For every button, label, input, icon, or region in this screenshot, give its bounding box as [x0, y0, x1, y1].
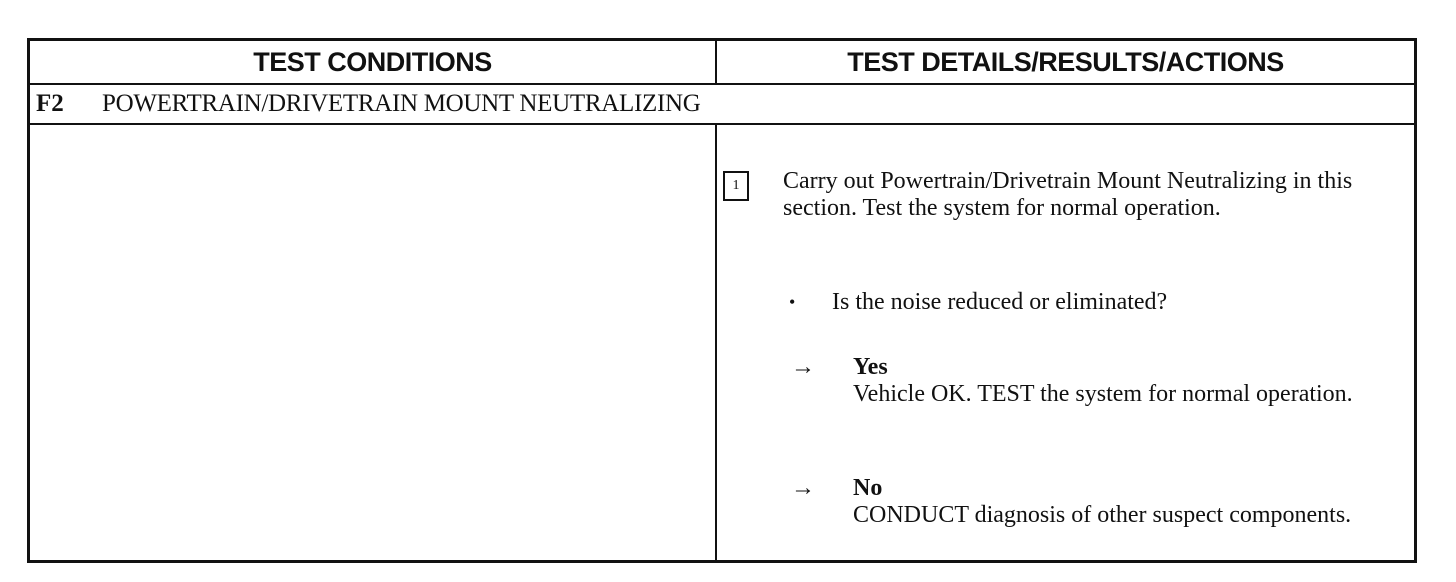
test-details-cell: [717, 125, 1414, 560]
header-test-details: TEST DETAILS/RESULTS/ACTIONS: [847, 47, 1284, 77]
section-id: F2: [36, 90, 64, 117]
arrow-right-icon: →: [791, 354, 815, 380]
section-title-row: [30, 85, 1414, 125]
bullet-icon: •: [789, 292, 796, 312]
answer-no-action: CONDUCT diagnosis of other suspect components.: [853, 502, 1352, 528]
answer-no-label: No: [853, 475, 883, 501]
answer-yes-label: Yes: [853, 354, 888, 380]
table-header-row: [30, 41, 1414, 85]
step-number-box: 1: [723, 171, 749, 201]
answer-yes-action: Vehicle OK. TEST the system for normal operation.: [853, 381, 1353, 407]
section-title: POWERTRAIN/DRIVETRAIN MOUNT NEUTRALIZING: [102, 90, 701, 117]
step-instruction: Carry out Powertrain/Drivetrain Mount Neutralizing in this section. Test the system for normal operation.: [783, 168, 1353, 221]
header-test-conditions: TEST CONDITIONS: [30, 41, 717, 83]
test-conditions-cell: [30, 125, 717, 560]
diagnostic-table: [27, 38, 1417, 563]
arrow-right-icon: →: [791, 475, 815, 501]
step-question: Is the noise reduced or eliminated?: [832, 289, 1168, 315]
